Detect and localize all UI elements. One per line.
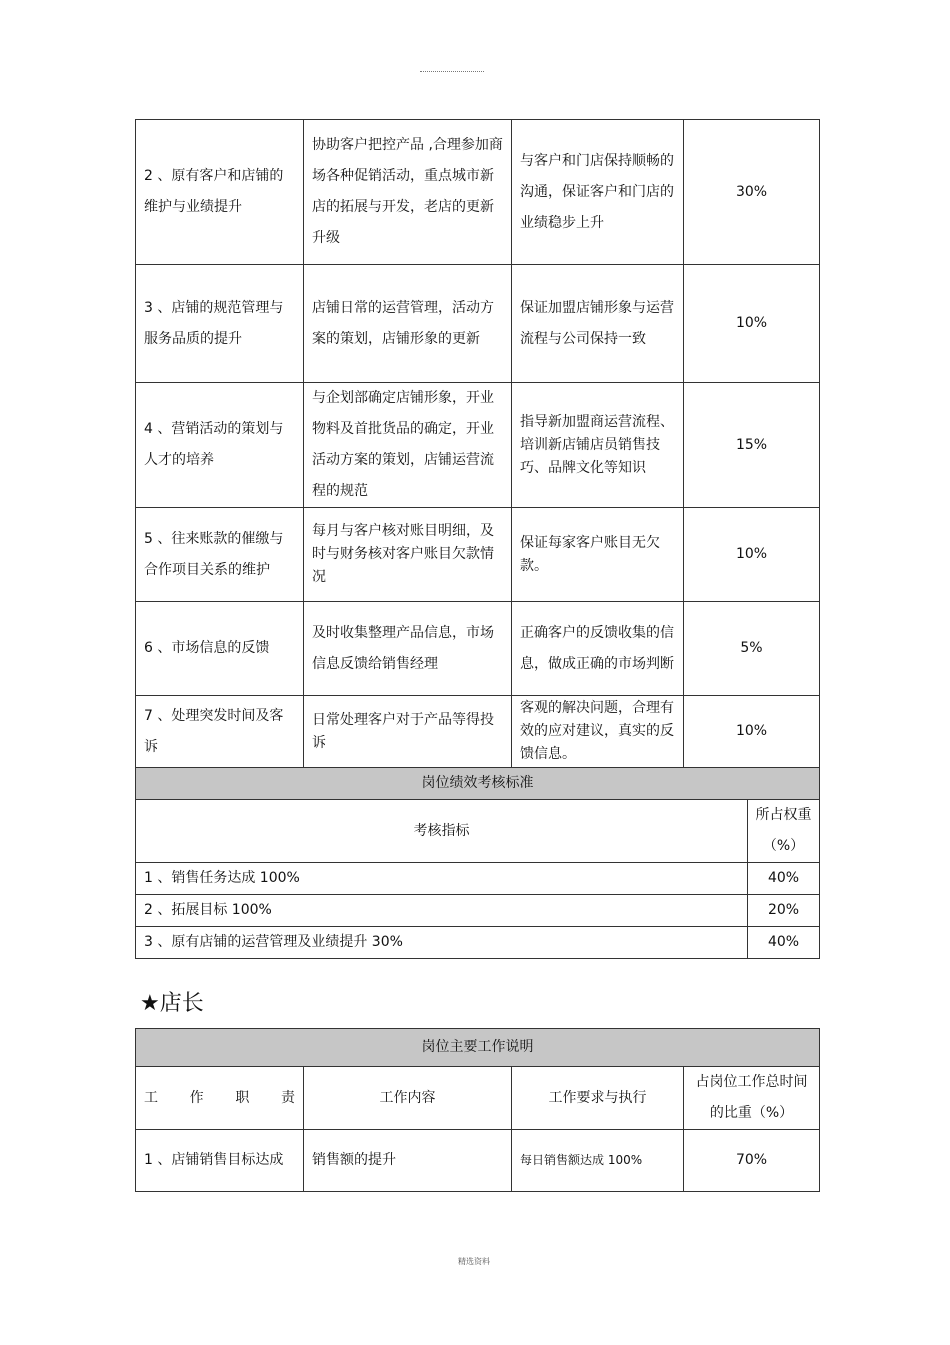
requirement-cell: 与客户和门店保持顺畅的沟通，保证客户和门店的业绩稳步上升 <box>512 120 684 265</box>
duty-header: 工 作 职 责 <box>136 1067 304 1130</box>
duty-cell: 3 、店铺的规范管理与服务品质的提升 <box>136 265 304 383</box>
table-row <box>136 602 820 696</box>
table-row <box>136 696 820 768</box>
kpi-row <box>136 895 820 927</box>
weight-header: 占岗位工作总时间的比重（%） <box>684 1067 820 1130</box>
header-row <box>136 1067 820 1130</box>
weight-cell: 10% <box>684 696 820 768</box>
kpi-weight: 20% <box>748 895 820 927</box>
duty-cell: 5 、往来账款的催缴与合作项目关系的维护 <box>136 508 304 602</box>
kpi-indicator: 1 、销售任务达成 100% <box>136 863 748 895</box>
work-description-table <box>135 119 820 959</box>
content-cell: 与企划部确定店铺形象，开业物料及首批货品的确定，开业活动方案的策划，店铺运营流程的规范 <box>304 383 512 508</box>
kpi-weight-header: 所占权重（%） <box>748 800 820 863</box>
requirement-cell: 每日销售额达成 100% <box>512 1130 684 1192</box>
weight-cell: 30% <box>684 120 820 265</box>
content-cell: 日常处理客户对于产品等得投诉 <box>304 696 512 768</box>
store-manager-heading: ★店长 <box>140 991 204 1016</box>
kpi-title-row <box>136 768 820 800</box>
weight-cell: 15% <box>684 383 820 508</box>
weight-cell: 5% <box>684 602 820 696</box>
table-title-row <box>136 1029 820 1067</box>
duty-cell: 7 、处理突发时间及客诉 <box>136 696 304 768</box>
content-cell: 店铺日常的运营管理，活动方案的策划，店铺形象的更新 <box>304 265 512 383</box>
requirement-cell: 指导新加盟商运营流程、培训新店铺店员销售技巧、品牌文化等知识 <box>512 383 684 508</box>
content-cell: 协助客户把控产品 ,合理参加商场各种促销活动，重点城市新店的拓展与开发，老店的更新升级 <box>304 120 512 265</box>
content-header: 工作内容 <box>304 1067 512 1130</box>
kpi-title: 岗位绩效考核标准 <box>136 768 820 800</box>
kpi-indicator: 2 、拓展目标 100% <box>136 895 748 927</box>
table-row <box>136 265 820 383</box>
weight-cell: 70% <box>684 1130 820 1192</box>
requirement-cell: 保证每家客户账目无欠款。 <box>512 508 684 602</box>
duty-cell: 1 、店铺销售目标达成 <box>136 1130 304 1192</box>
requirement-header: 工作要求与执行 <box>512 1067 684 1130</box>
table-row <box>136 383 820 508</box>
requirement-cell: 保证加盟店铺形象与运营流程与公司保持一致 <box>512 265 684 383</box>
kpi-header-row <box>136 800 820 863</box>
content-cell: 每月与客户核对账目明细，及时与财务核对客户账目欠款情况 <box>304 508 512 602</box>
duty-cell: 2 、原有客户和店铺的维护与业绩提升 <box>136 120 304 265</box>
header-dotted-line <box>420 71 484 72</box>
weight-cell: 10% <box>684 265 820 383</box>
kpi-indicator-header: 考核指标 <box>136 800 748 863</box>
store-manager-table <box>135 1028 820 1192</box>
table-title: 岗位主要工作说明 <box>136 1029 820 1067</box>
kpi-weight: 40% <box>748 863 820 895</box>
kpi-row <box>136 927 820 959</box>
page-footer: 精选资料 <box>458 1257 490 1266</box>
kpi-weight: 40% <box>748 927 820 959</box>
weight-cell: 10% <box>684 508 820 602</box>
kpi-row <box>136 863 820 895</box>
table-row <box>136 1130 820 1192</box>
requirement-cell: 正确客户的反馈收集的信息，做成正确的市场判断 <box>512 602 684 696</box>
table-row <box>136 120 820 265</box>
content-cell: 销售额的提升 <box>304 1130 512 1192</box>
content-cell: 及时收集整理产品信息，市场信息反馈给销售经理 <box>304 602 512 696</box>
duty-cell: 4 、营销活动的策划与人才的培养 <box>136 383 304 508</box>
requirement-cell: 客观的解决问题，合理有效的应对建议，真实的反馈信息。 <box>512 696 684 768</box>
kpi-indicator: 3 、原有店铺的运营管理及业绩提升 30% <box>136 927 748 959</box>
table-row <box>136 508 820 602</box>
duty-cell: 6 、市场信息的反馈 <box>136 602 304 696</box>
